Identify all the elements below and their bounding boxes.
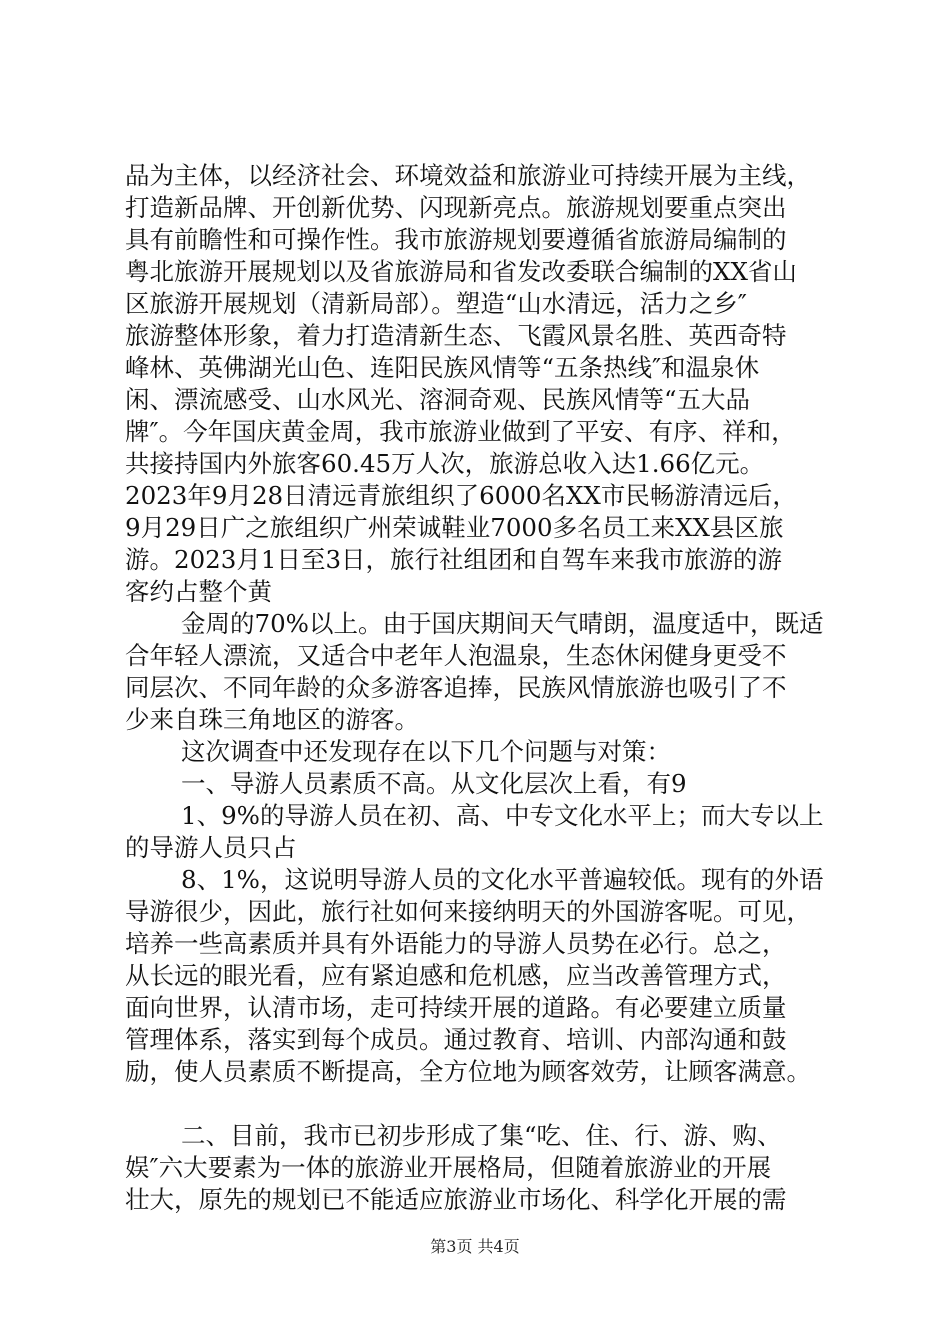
text-line: 合年轻人漂流，又适合中老年人泡温泉，生态休闲健身更受不 <box>125 641 787 670</box>
text-line: 游。2023月1日至3日，旅行社组团和自驾车来我市旅游的游 <box>125 545 783 574</box>
paragraph-start-line: 金周的70%以上。由于国庆期间天气晴朗，温度适中，既适 <box>181 609 824 638</box>
text-line: 粤北旅游开展规划以及省旅游局和省发改委联合编制的XX省山 <box>125 257 797 286</box>
text-line: 的导游人员只占 <box>125 833 297 862</box>
paragraph-start-line: 1、9%的导游人员在初、高、中专文化水平上；而大专以上 <box>181 801 824 830</box>
text-line: 励，使人员素质不断提高，全方位地为顾客效劳，让顾客满意。 <box>125 1057 811 1086</box>
text-line: 区旅游开展规划（清新局部）。塑造“山水清远，活力之乡″ <box>125 289 747 318</box>
document-body <box>125 160 835 1216</box>
paragraph-start-line: 8、1%，这说明导游人员的文化水平普遍较低。现有的外语 <box>181 865 824 894</box>
text-line: 旅游整体形象，着力打造清新生态、飞霞风景名胜、英西奇特 <box>125 321 787 350</box>
text-line: 品为主体，以经济社会、环境效益和旅游业可持续开展为主线， <box>125 161 811 190</box>
text-line: 面向世界，认清市场，走可持续开展的道路。有必要建立质量 <box>125 993 787 1022</box>
text-line: 牌″。今年国庆黄金周，我市旅游业做到了平安、有序、祥和， <box>125 417 796 446</box>
text-line: 少来自珠三角地区的游客。 <box>125 705 419 734</box>
text-line: 壮大，原先的规划已不能适应旅游业市场化、科学化开展的需 <box>125 1185 787 1214</box>
text-line: 9月29日广之旅组织广州荣诚鞋业7000多名员工来XX县区旅 <box>125 513 784 542</box>
paragraph-start-line: 这次调查中还发现存在以下几个问题与对策： <box>181 737 671 766</box>
text-line: 同层次、不同年龄的众多游客追捧，民族风情旅游也吸引了不 <box>125 673 787 702</box>
text-line: 具有前瞻性和可操作性。我市旅游规划要遵循省旅游局编制的 <box>125 225 787 254</box>
text-line: 打造新品牌、开创新优势、闪现新亮点。旅游规划要重点突出 <box>125 193 787 222</box>
text-line: 娱″六大要素为一体的旅游业开展格局，但随着旅游业的开展 <box>125 1153 772 1182</box>
text-line: 闲、漂流感受、山水风光、溶洞奇观、民族风情等“五大品 <box>125 385 751 414</box>
paragraph-start-line: 二、目前，我市已初步形成了集“吃、住、行、游、购、 <box>181 1121 782 1150</box>
text-line: 客约占整个黄 <box>125 577 272 606</box>
text-line: 峰林、英佛湖光山色、连阳民族风情等“五条热线″和温泉休 <box>125 353 760 382</box>
text-line: 从长远的眼光看，应有紧迫感和危机感，应当改善管理方式， <box>125 961 787 990</box>
text-line: 导游很少，因此，旅行社如何来接纳明天的外国游客呢。可见， <box>125 897 811 926</box>
paragraph-gap <box>125 1088 835 1120</box>
text-line: 管理体系，落实到每个成员。通过教育、培训、内部沟通和鼓 <box>125 1025 787 1054</box>
text-line: 2023年9月28日清远青旅组织了6000名XX市民畅游清远后， <box>125 481 797 510</box>
text-line: 培养一些高素质并具有外语能力的导游人员势在必行。总之， <box>125 929 787 958</box>
page-number-footer: 第3页 共4页 <box>430 1237 520 1256</box>
text-line: 共接持国内外旅客60.45万人次，旅游总收入达1.66亿元。 <box>125 449 765 478</box>
paragraph-start-line: 一、导游人员素质不高。从文化层次上看，有9 <box>181 769 687 798</box>
